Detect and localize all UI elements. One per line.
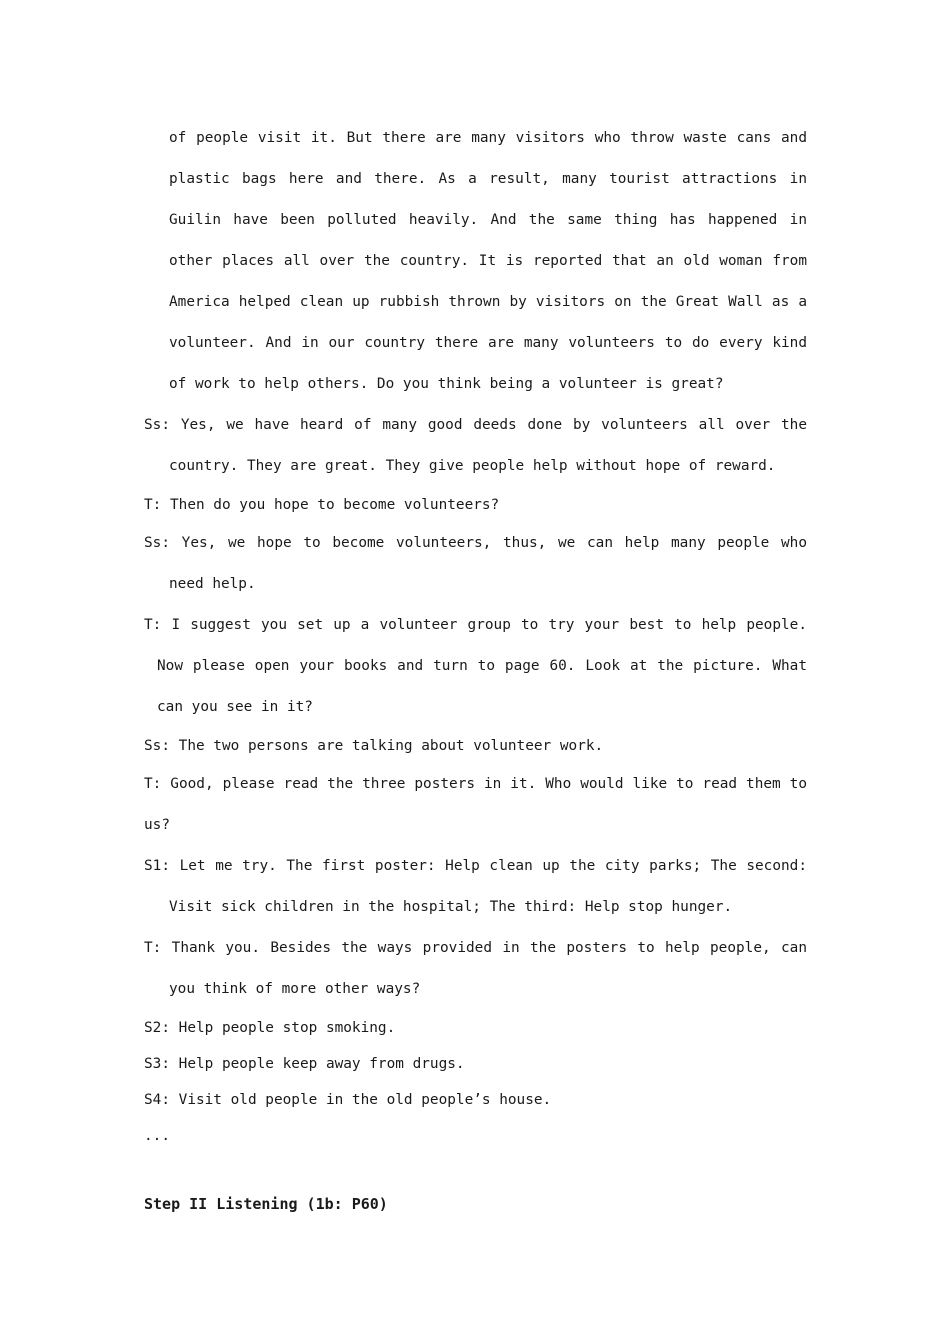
students-line-hope-become: Ss: Yes, we hope to become volunteers, thus, we can help many people who need help. xyxy=(144,535,807,592)
teacher-line-hope-volunteers: T: Then do you hope to become volunteers? xyxy=(144,497,500,513)
student4-line: S4: Visit old people in the old people’s house. xyxy=(144,1092,552,1108)
student1-line-posters: S1: Let me try. The first poster: Help clean up the city parks; The second: Visit sick children in the hospital; The third: Help stop hunger. xyxy=(144,858,807,915)
student2-line: S2: Help people stop smoking. xyxy=(144,1020,396,1036)
student3-line: S3: Help people keep away from drugs. xyxy=(144,1056,465,1072)
students-line-heard-of-deeds: Ss: Yes, we have heard of many good deeds done by volunteers all over the country. They are great. They give people help without hope of reward. xyxy=(144,417,807,474)
ellipsis: ... xyxy=(144,1128,170,1144)
teacher-paragraph-continued: of people visit it. But there are many visitors who throw waste cans and plastic bags here and there. As a result, many tourist attractions in Guilin have been polluted heavily. And the same thing has happened in other places all over the country. It is reported that an old woman from America helped clean up rubbish thrown by visitors on the Great Wall as a volunteer. And in our country there are many volunteers to do every kind of work to help others. Do you think being a volunteer is great? xyxy=(169,130,807,392)
document-page xyxy=(144,118,807,1222)
section-heading: Step II Listening (1b: P60) xyxy=(144,1195,388,1213)
teacher-line-other-ways: T: Thank you. Besides the ways provided in the posters to help people, can you think of more other ways? xyxy=(144,940,807,997)
teacher-line-read-posters: T: Good, please read the three posters in it. Who would like to read them to us? xyxy=(144,776,807,833)
teacher-line-suggest-group: T: I suggest you set up a volunteer group to try your best to help people. Now please open your books and turn to page 60. Look at the picture. What can you see in it? xyxy=(144,617,807,715)
students-line-two-persons: Ss: The two persons are talking about volunteer work. xyxy=(144,738,604,754)
